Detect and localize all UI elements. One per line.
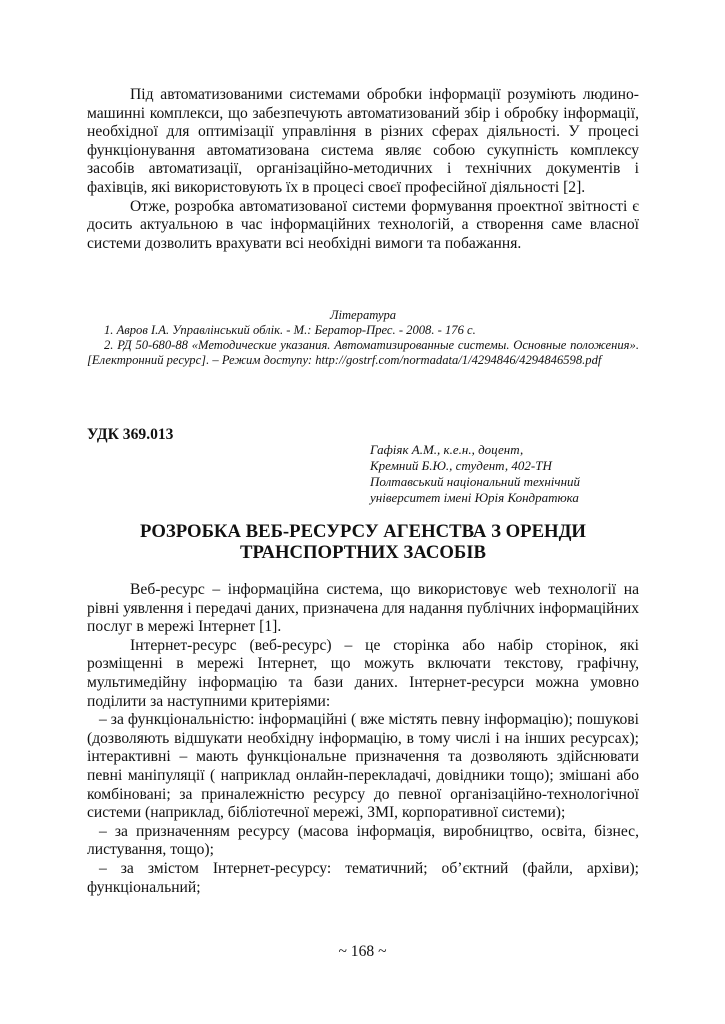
intro-section	[87, 86, 639, 253]
article-body	[87, 581, 639, 897]
literature-ref-1: 1. Авров І.А. Управлінський облік. - М.: Бератор-Прес. - 2008. - 176 с.	[104, 323, 476, 337]
body-list-item-3: – за змістом Інтернет-ресурсу: тематичний; об’єктний (файли, архіви); функціональний;	[87, 859, 639, 896]
author-line-4: університет імені Юрія Кондратюка	[370, 490, 579, 505]
body-paragraph-1: Веб-ресурс – інформаційна система, що використовує web технології на рівні уявлення і передачі даних, призначена для надання публічних інформаційних послуг в мережі Інтернет [1].	[87, 581, 639, 636]
body-list-item-1: – за функціональністю: інформаційні ( вже містять певну інформацію); пошукові (дозволяють відшукати необхідну інформацію, в тому числі і на інших ресурсах); інтерактивні – мають функціональне призначення та дозволяють здійснювати певні маніпуляції ( наприклад онлайн-перекладачі, довідники тощо); змішані або комбіновані; за приналежністю ресурсу до певної організаційно-технологічної системи (наприклад, бібліотечної мережі, ЗМІ, корпоративної системи);	[87, 711, 639, 822]
article-title	[87, 521, 639, 563]
author-line-2: Кремний Б.Ю., студент, 402-ТН	[370, 458, 552, 473]
literature-heading: Література	[329, 308, 397, 322]
literature-ref-2: 2. РД 50-680-88 «Методические указания. Автоматизированные системы. Основные положения».[Електронний ресурс]. – Режим доступу: http://gostrf.com/normadata/1/4294846/4294846598.pdf	[87, 337, 639, 367]
author-line-1: Гафіяк А.М., к.е.н., доцент,	[370, 442, 524, 457]
author-line-3: Полтавський національний технічний	[370, 474, 581, 489]
body-paragraph-2: Інтернет-ресурс (веб-ресурс) – це сторінка або набір сторінок, які розміщенні в мережі Інтернет, що можуть включати текстову, графічну, мультимедійну інформацію та бази даних. Інтернет-ресурси можна умовно поділити за наступними критеріями:	[87, 636, 639, 710]
intro-paragraph-1: Під автоматизованими системами обробки інформації розуміють людино-машинні комплекси, що забезпечують автоматизований збір і обробку інформації, необхідної для оптимізації управління в різних сферах діяльності. У процесі функціонування автоматизована система являє собою сукупність комплексу засобів автоматизації, організаційно-методичних і технічних документів і фахівців, які використовують їх в процесі своєї професійної діяльності [2].	[87, 86, 639, 196]
literature-section	[87, 308, 639, 367]
body-list-item-2: – за призначенням ресурсу (масова інформація, виробництво, освіта, бізнес, листування, тощо);	[87, 822, 639, 859]
intro-paragraph-2: Отже, розробка автоматизованої системи формування проектної звітності є досить актуальною в час інформаційних технологій, а створення саме власної системи дозволить врахувати всі необхідні вимоги та побажання.	[87, 197, 639, 252]
title-line-2: ТРАНСПОРТНИХ ЗАСОБІВ	[240, 542, 486, 563]
title-line-1: РОЗРОБКА ВЕБ-РЕСУРСУ АГЕНСТВА З ОРЕНДИ	[140, 521, 586, 542]
authors-block	[370, 442, 670, 506]
udk-code: УДК 369.013	[87, 426, 174, 443]
page-number: ~ 168 ~	[338, 943, 387, 960]
